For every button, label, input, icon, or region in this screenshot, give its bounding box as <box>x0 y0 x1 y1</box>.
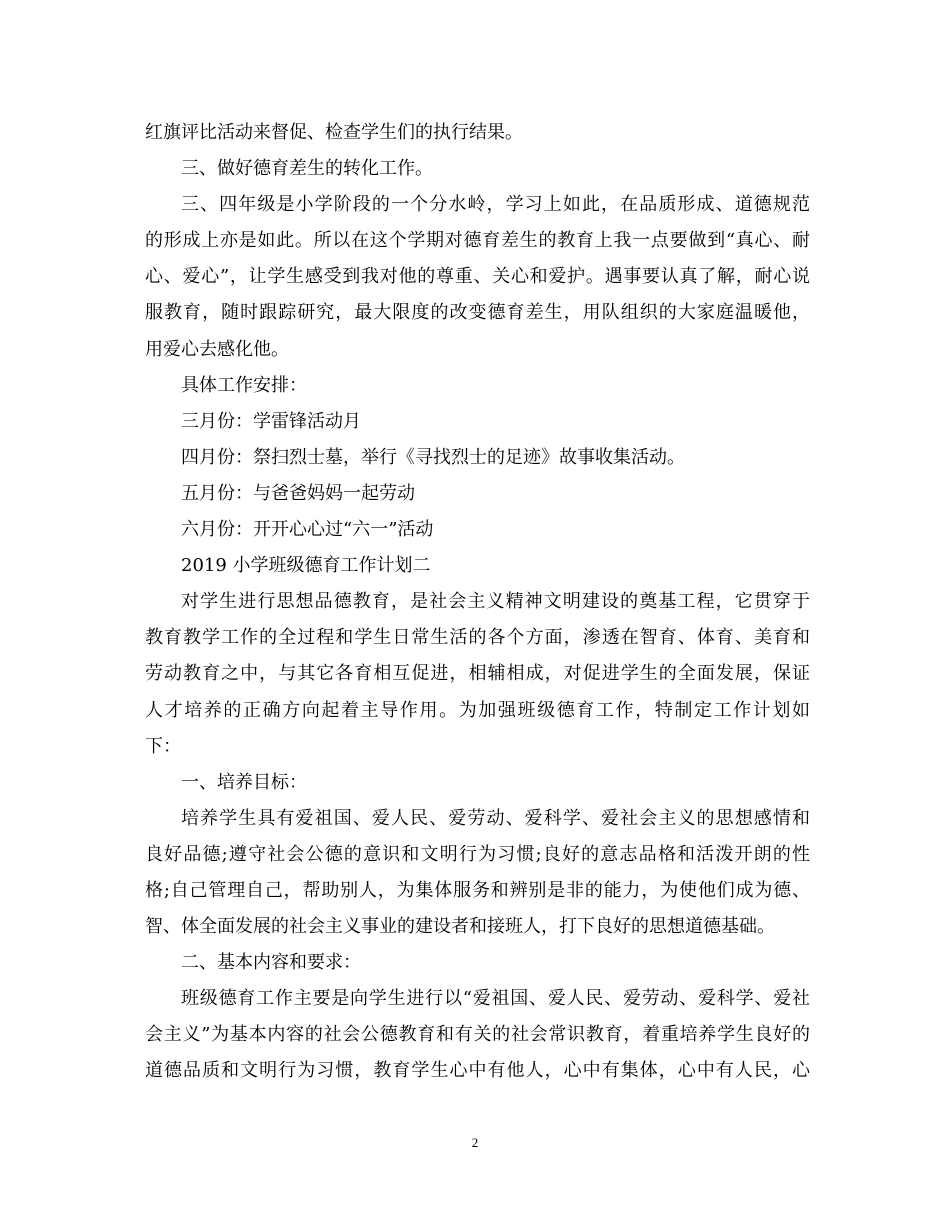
section-heading: 二、基本内容和要求： <box>181 952 361 974</box>
paragraph-line: 的形成上亦是如此。所以在这个学期对德育差生的教育上我一点要做到“真心、耐 <box>145 230 810 252</box>
paragraph-line: 人才培养的正确方向起着主导作用。为加强班级德育工作，特制定工作计划如 <box>145 699 810 721</box>
paragraph-line: 用爱心去感化他。 <box>145 338 289 360</box>
paragraph-line: 劳动教育之中，与其它各育相互促进，相辅相成，对促进学生的全面发展，保证 <box>145 663 810 685</box>
paragraph-line: 格;自己管理自己，帮助别人，为集体服务和辨别是非的能力，为使他们成为德、 <box>145 879 810 901</box>
paragraph-line: 对学生进行思想品德教育，是社会主义精神文明建设的奠基工程，它贯穿于 <box>181 591 810 613</box>
paragraph-line: 道德品质和文明行为习惯，教育学生心中有他人，心中有集体，心中有人民，心 <box>145 1060 810 1082</box>
section-heading: 一、培养目标： <box>181 771 307 793</box>
section-heading: 三、做好德育差生的转化工作。 <box>181 158 433 180</box>
paragraph-line: 班级德育工作主要是向学生进行以“爱祖国、爱人民、爱劳动、爱科学、爱社 <box>181 988 810 1010</box>
section-heading: 具体工作安排： <box>181 374 307 396</box>
paragraph-line: 良好品德;遵守社会公德的意识和文明行为习惯;良好的意志品格和活泼开朗的性 <box>145 843 810 865</box>
list-item: 六月份：开开心心过“六一”活动 <box>181 519 434 541</box>
paragraph-line: 服教育，随时跟踪研究，最大限度的改变德育差生，用队组织的大家庭温暖他， <box>145 302 810 324</box>
paragraph-line: 下： <box>145 735 181 757</box>
document-body <box>145 115 810 1090</box>
paragraph-line: 会主义”为基本内容的社会公德教育和有关的社会常识教育，着重培养学生良好的 <box>145 1024 810 1046</box>
list-item: 三月份：学雷锋活动月 <box>181 410 361 432</box>
list-item: 四月份：祭扫烈士墓，举行《寻找烈士的足迹》故事收集活动。 <box>181 446 685 468</box>
list-item: 五月份：与爸爸妈妈一起劳动 <box>181 482 415 504</box>
paragraph-line: 心、爱心”，让学生感受到我对他的尊重、关心和爱护。遇事要认真了解，耐心说 <box>145 266 810 288</box>
document-subtitle: 2019 小学班级德育工作计划二 <box>181 555 431 577</box>
paragraph-line: 教育教学工作的全过程和学生日常生活的各个方面，渗透在智育、体育、美育和 <box>145 627 810 649</box>
paragraph-line: 红旗评比活动来督促、检查学生们的执行结果。 <box>145 122 523 143</box>
page-number: 2 <box>471 1135 479 1150</box>
paragraph-line: 智、体全面发展的社会主义事业的建设者和接班人，打下良好的思想道德基础。 <box>145 916 775 938</box>
paragraph-line: 三、四年级是小学阶段的一个分水岭，学习上如此，在品质形成、道德规范 <box>181 194 810 216</box>
paragraph-line: 培养学生具有爱祖国、爱人民、爱劳动、爱科学、爱社会主义的思想感情和 <box>181 807 810 829</box>
